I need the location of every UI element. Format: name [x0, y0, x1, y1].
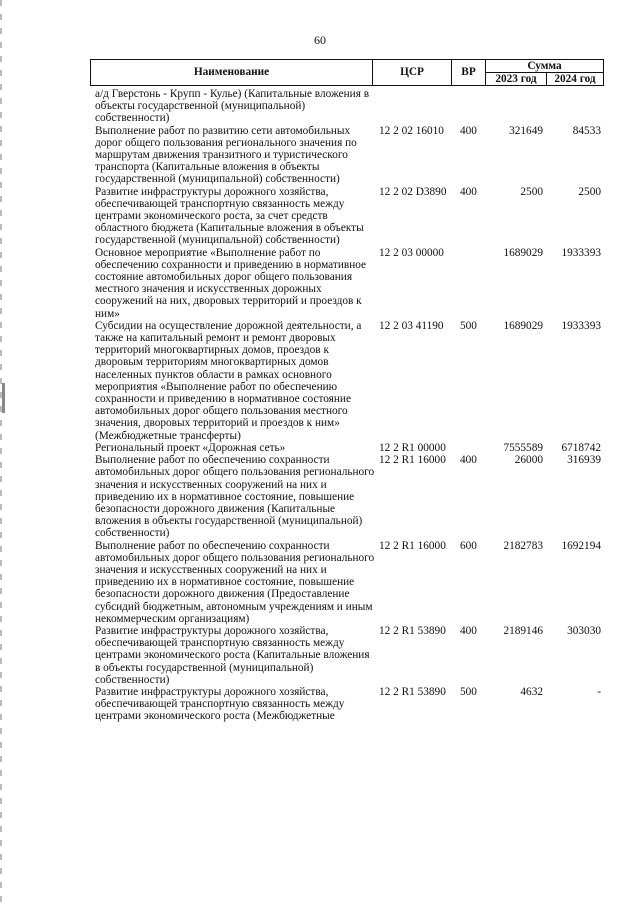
row-vr: 400 [460, 454, 477, 467]
header-vr-label: ВР [461, 66, 476, 78]
row-sum-2024: 316939 [567, 454, 601, 467]
scan-artifact [2, 383, 5, 413]
row-name: Выполнение работ по развитию сети автомобильных дорог общего пользования регионального значения по маршрутам движения транзитного и туристического транспорта (Капитальные вложения в объекты государственной (муниципальной) собственности) [95, 124, 357, 186]
row-csr: 12 2 03 41190 [379, 319, 444, 332]
row-csr: 12 2 R1 16000 [379, 539, 446, 552]
row-csr: 12 2 R1 00000 [379, 441, 446, 454]
header-2024-label: 2024 год [554, 73, 596, 85]
table-row [95, 320, 607, 442]
row-sum-2024: 2500 [578, 185, 601, 198]
table-body [95, 88, 607, 723]
table-row [95, 625, 607, 686]
row-csr: 12 2 R1 53890 [379, 685, 446, 698]
row-sum-2023: 2189146 [503, 624, 543, 637]
row-csr: 12 2 03 00000 [379, 246, 444, 259]
row-sum-2024: - [597, 685, 601, 698]
row-vr: 500 [460, 319, 477, 332]
table-row [95, 247, 607, 320]
row-sum-2023: 4632 [520, 685, 543, 698]
row-name: Выполнение работ по обеспечению сохранности автомобильных дорог общего пользования регионального значения и искусственных сооружений на них и приведению их в нормативное состояние, повышение безопасности дорожного движения (Капитальные вложения в объекты государственной (муниципальной) собственности) [95, 454, 375, 540]
row-vr: 600 [460, 539, 477, 552]
table-row [95, 540, 607, 625]
page-number: 60 [314, 33, 326, 47]
row-name: Развитие инфраструктуры дорожного хозяйства, обеспечивающей транспортную связанность между центрами экономического роста (Капитальные вложения в объекты государственной (муниципальной) собственности) [95, 624, 370, 686]
row-csr: 12 2 02 16010 [379, 124, 444, 137]
row-sum-2023: 1689029 [503, 319, 543, 332]
row-sum-2024: 6718742 [561, 441, 601, 454]
table-row [95, 454, 607, 539]
table-header [90, 59, 604, 86]
row-csr: 12 2 02 D3890 [379, 185, 447, 198]
row-vr: 500 [460, 685, 477, 698]
row-sum-2023: 2500 [520, 185, 543, 198]
table-row [95, 186, 607, 247]
row-vr: 400 [460, 624, 477, 637]
scan-edge [0, 0, 2, 905]
row-name: Развитие инфраструктуры дорожного хозяйства, обеспечивающей транспортную связанность между центрами экономического роста (Межбюджетные [95, 685, 345, 723]
row-name: Субсидии на осуществление дорожной деятельности, а также на капитальный ремонт и ремонт дворовых территорий многоквартирных домов, проездов к дворовым территориям многоквартирных домов населенных пунктов области в рамках основного мероприятия «Выполнение работ по обеспечению сохранности и приведению в нормативное состояние автомобильных дорог общего пользования местного значения, дворовых территорий и проездов к ним» (Межбюджетные трансферты) [95, 319, 362, 442]
row-sum-2023: 7555589 [503, 441, 543, 454]
row-sum-2023: 26000 [514, 454, 543, 467]
row-name: Региональный проект «Дорожная сеть» [95, 441, 286, 454]
row-name: а/д Гверстонь - Крупп - Кулье) (Капитальные вложения в объекты государственной (муниципальной) собственности) [95, 88, 370, 125]
table-row [95, 125, 607, 186]
row-name: Основное мероприятие «Выполнение работ по обеспечению сохранности и приведению в нормативное состояние автомобильных дорог общего пользования местного значения и искусственных дорожных сооружений на них, дворовых территорий и проездов к ним» [95, 246, 367, 320]
row-sum-2024: 1933393 [561, 319, 601, 332]
header-csr-label: ЦСР [400, 66, 424, 78]
row-csr: 12 2 R1 16000 [379, 454, 446, 467]
table-row [95, 686, 607, 723]
row-vr: 400 [460, 185, 477, 198]
row-sum-2024: 303030 [567, 624, 601, 637]
table-row [95, 442, 607, 454]
row-sum-2023: 1689029 [503, 246, 543, 259]
header-sum-label: Сумма [527, 60, 562, 72]
row-name: Выполнение работ по обеспечению сохранности автомобильных дорог общего пользования регионального значения и искусственных сооружений на них и приведению их в нормативное состояние, повышение безопасности дорожного движения (Предоставление субсидий бюджетным, автономным учреждениям и иным некоммерческим организациям) [95, 539, 375, 625]
row-sum-2024: 84533 [572, 124, 601, 137]
header-name-label: Наименование [193, 66, 270, 78]
row-csr: 12 2 R1 53890 [379, 624, 446, 637]
row-sum-2023: 321649 [509, 124, 543, 137]
row-vr: 400 [460, 124, 477, 137]
row-sum-2024: 1933393 [561, 246, 601, 259]
table-row [95, 88, 607, 125]
header-2023-label: 2023 год [495, 73, 537, 85]
row-name: Развитие инфраструктуры дорожного хозяйства, обеспечивающей транспортную связанность между центрами экономического роста, за счет средств областного бюджета (Капитальные вложения в объекты государственной (муниципальной) собственности) [95, 185, 364, 247]
row-sum-2024: 1692194 [561, 539, 601, 552]
row-sum-2023: 2182783 [503, 539, 543, 552]
